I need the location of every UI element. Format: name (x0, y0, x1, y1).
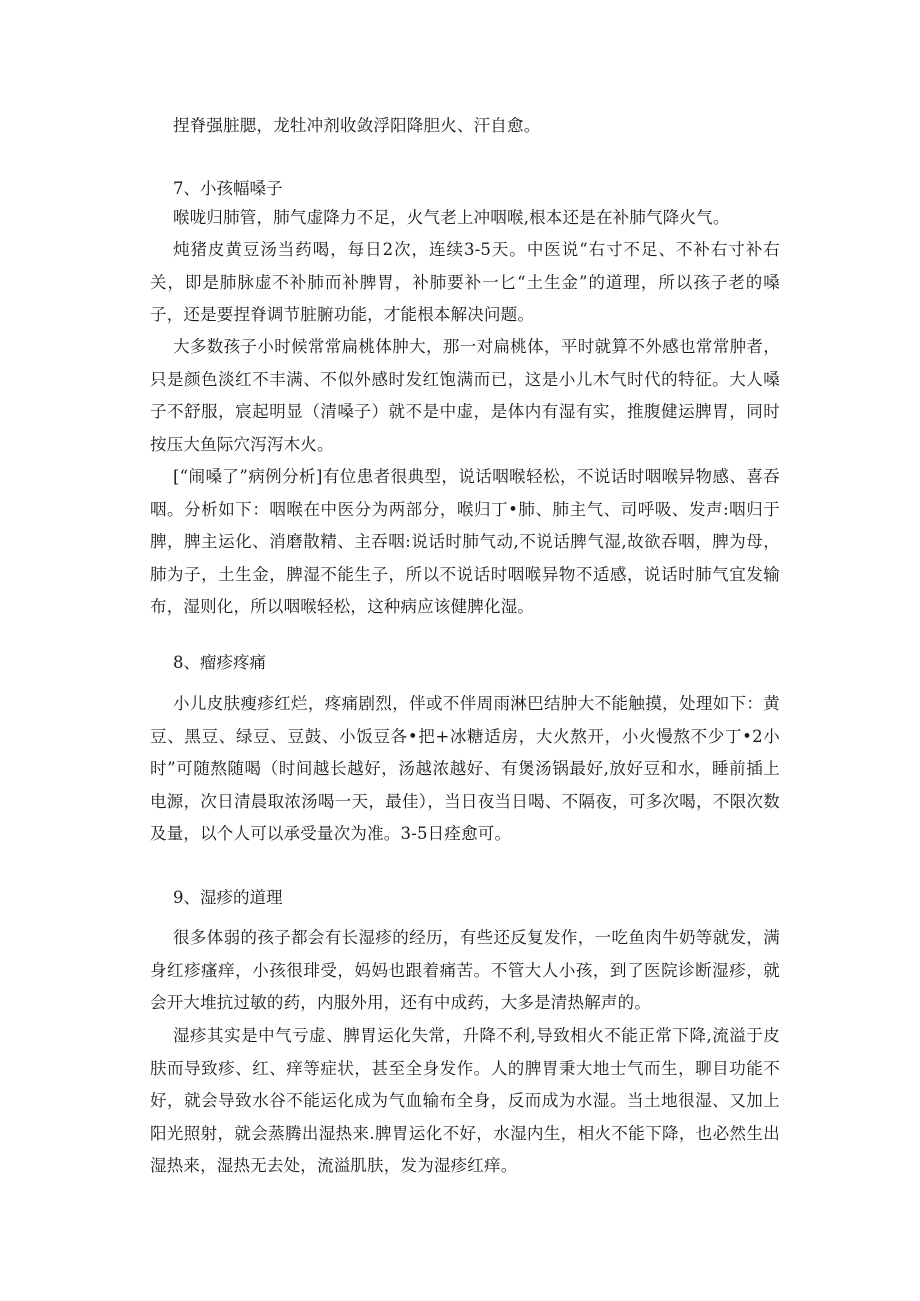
section-9-heading: 9、湿疹的道理 (173, 888, 283, 907)
section-8-heading: 8、瘤疹疼痛 (173, 653, 266, 672)
section-7-paragraph-1: 喉咙归肺管，肺气虚降力不足，火气老上冲咽喉,根本还是在补肺气降火气。 (173, 208, 730, 227)
section-9-paragraph-2: 湿疹其实是中气亏虚、脾胃运化失常，升降不利,导致相火不能正常下降,流溢于皮肤而导致疹、红、痒等症状，甚至全身发作。人的脾胃秉大地士气而生，聊目功能不好，就会导致水谷不能运化成为气血输布全身，反而成为水湿。当土地很湿、又加上阳光照射，就会蒸腾出湿热来.脾胃运化不好，水湿内生，相火不能下降，也必然生出湿热来，湿热无去处，流溢肌肤，发为湿疹红痒。 (150, 1026, 780, 1176)
section-7-paragraph-2: 炖猪皮黄豆汤当药喝，每日2次，连续3-5天。中医说“右寸不足、不补右寸补右关，即是肺脉虚不补肺而补脾胃，补肺要补一匕“土生金”的道理，所以孩子老的嗓子，还是要捏脊调节脏腑功能，才能根本解决问题。 (150, 240, 780, 325)
section-7-paragraph-4: [“闹嗓了”病例分析]有位患者很典型，说话咽喉轻松，不说话时咽喉异物感、喜吞咽。分析如下：咽喉在中医分为两部分，喉归丁•肺、肺主气、司呼吸、发声:咽归于脾，脾主运化、消磨散精、主吞咽:说话时肺气动,不说话脾气湿,故欲吞咽，脾为母，肺为子，土生金，脾湿不能生子，所以不说话时咽喉异物不适感，说话时肺气宜发输布，湿则化，所以咽喉轻松，这种病应该健脾化湿。 (150, 467, 780, 617)
section-7-paragraph-3: 大多数孩子小时候常常扁桃体肿大，那一对扁桃体，平时就算不外感也常常肿者，只是颜色淡红不丰满、不似外感时发红饱满而已，这是小儿木气时代的特征。大人嗓子不舒服，宸起明显（清嗓子）就不是中虚，是体内有湿有实，推腹健运脾胃，同时按压大鱼际穴泻泻木火。 (150, 337, 780, 454)
intro-paragraph: 捏脊强脏腮，龙牡冲剂收敛浮阳降胆火、汗自愈。 (173, 116, 541, 135)
section-8-paragraph-1: 小儿皮肤瘦疹红烂，疼痛剧烈，伴或不伴周雨淋巴结肿大不能触摸，处理如下：黄豆、黑豆、绿豆、豆鼓、小饭豆各•把+冰糖适房，大火熬开，小火慢熬不少丁•2小时”可随熬随喝（时间越长越好，汤越浓越好、有煲汤锅最好,放好豆和水，睡前插上电源，次日清晨取浓汤喝一天，最佳），当日夜当日喝、不隔夜，可多次喝，不限次数及量，以个人可以承受量次为准。3-5日痊愈可。 (150, 694, 780, 844)
section-9-paragraph-1: 很多体弱的孩子都会有长湿疹的经历，有些还反复发作，一吃鱼肉牛奶等就发，满身红疹瘙痒，小孩很琲受，妈妈也跟着痛苦。不管大人小孩，到了医院诊断湿疹，就会开大堆抗过敏的药，内服外用，还有中成药，大多是清热解声的。 (150, 928, 780, 1013)
section-7-heading: 7、小孩幅嗓子 (173, 179, 283, 198)
